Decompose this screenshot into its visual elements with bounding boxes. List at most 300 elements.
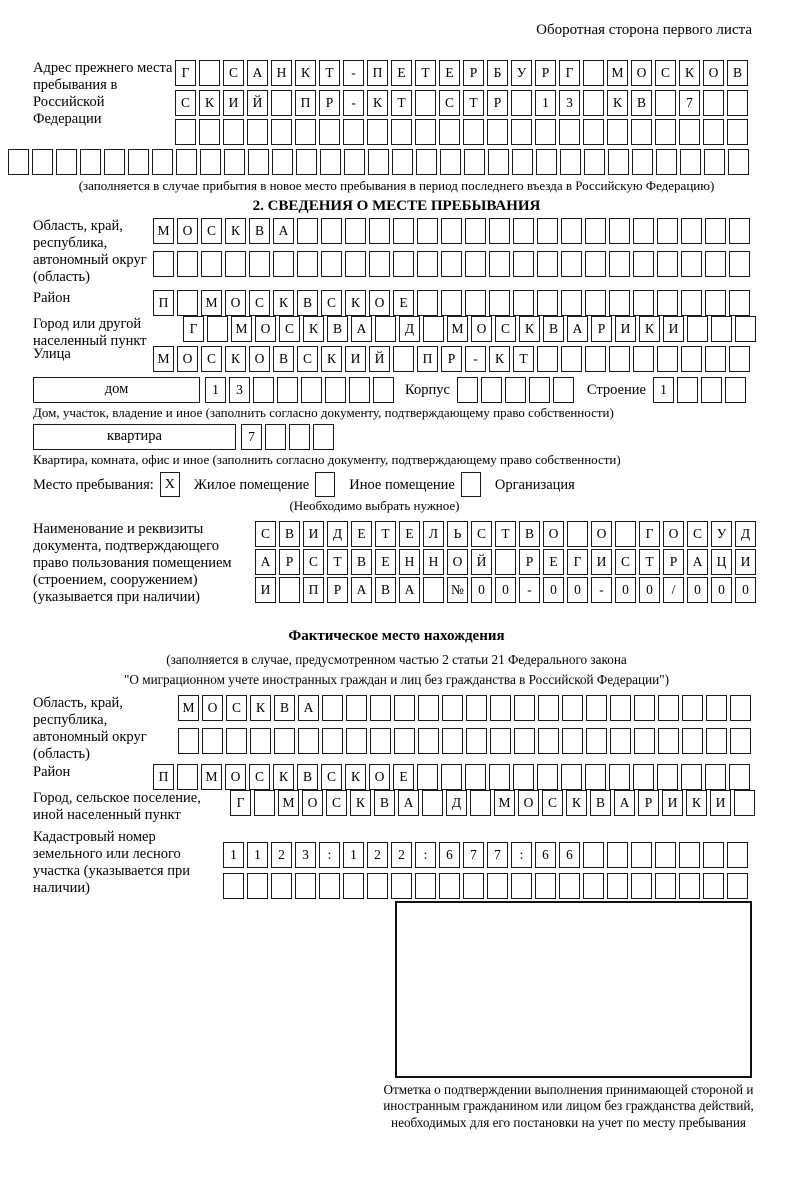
- char-cell[interactable]: О: [177, 218, 198, 244]
- char-cell[interactable]: А: [255, 549, 276, 575]
- char-cell[interactable]: С: [226, 695, 247, 721]
- char-cell[interactable]: [249, 251, 270, 277]
- char-cell[interactable]: [199, 119, 220, 145]
- char-cell[interactable]: [561, 218, 582, 244]
- char-cell[interactable]: [152, 149, 173, 175]
- char-cell[interactable]: [279, 577, 300, 603]
- char-cell[interactable]: [705, 764, 726, 790]
- char-cell[interactable]: И: [662, 790, 683, 816]
- char-cell[interactable]: 6: [559, 842, 580, 868]
- char-cell[interactable]: [655, 873, 676, 899]
- char-cell[interactable]: [417, 764, 438, 790]
- char-cell[interactable]: Г: [567, 549, 588, 575]
- char-cell[interactable]: [734, 790, 755, 816]
- char-cell[interactable]: 0: [687, 577, 708, 603]
- char-cell[interactable]: [585, 251, 606, 277]
- char-cell[interactable]: [418, 695, 439, 721]
- char-cell[interactable]: Р: [279, 549, 300, 575]
- char-cell[interactable]: М: [201, 764, 222, 790]
- char-cell[interactable]: [559, 119, 580, 145]
- char-cell[interactable]: [248, 149, 269, 175]
- char-cell[interactable]: [375, 316, 396, 342]
- char-cell[interactable]: [200, 149, 221, 175]
- char-cell[interactable]: И: [710, 790, 731, 816]
- char-cell[interactable]: А: [687, 549, 708, 575]
- char-cell[interactable]: Д: [399, 316, 420, 342]
- char-cell[interactable]: [585, 290, 606, 316]
- char-cell[interactable]: [464, 149, 485, 175]
- char-cell[interactable]: [537, 218, 558, 244]
- char-cell[interactable]: [681, 251, 702, 277]
- char-cell[interactable]: В: [543, 316, 564, 342]
- char-cell[interactable]: [442, 695, 463, 721]
- char-cell[interactable]: [609, 218, 630, 244]
- char-cell[interactable]: [465, 290, 486, 316]
- char-cell[interactable]: [32, 149, 53, 175]
- char-cell[interactable]: Е: [391, 60, 412, 86]
- char-cell[interactable]: [345, 251, 366, 277]
- char-cell[interactable]: [289, 424, 310, 450]
- char-cell[interactable]: К: [679, 60, 700, 86]
- char-cell[interactable]: [466, 695, 487, 721]
- char-cell[interactable]: [319, 873, 340, 899]
- char-cell[interactable]: О: [202, 695, 223, 721]
- char-cell[interactable]: [656, 149, 677, 175]
- char-cell[interactable]: [418, 728, 439, 754]
- char-cell[interactable]: [224, 149, 245, 175]
- char-cell[interactable]: [488, 149, 509, 175]
- char-cell[interactable]: [703, 842, 724, 868]
- char-cell[interactable]: [561, 346, 582, 372]
- char-cell[interactable]: [687, 316, 708, 342]
- char-cell[interactable]: М: [201, 290, 222, 316]
- char-cell[interactable]: [729, 346, 750, 372]
- char-cell[interactable]: С: [201, 218, 222, 244]
- char-cell[interactable]: Р: [519, 549, 540, 575]
- char-cell[interactable]: [586, 695, 607, 721]
- char-cell[interactable]: [704, 149, 725, 175]
- char-cell[interactable]: В: [374, 790, 395, 816]
- char-cell[interactable]: 3: [295, 842, 316, 868]
- char-cell[interactable]: [207, 316, 228, 342]
- char-cell[interactable]: [729, 764, 750, 790]
- char-cell[interactable]: [711, 316, 732, 342]
- char-cell[interactable]: [728, 149, 749, 175]
- char-cell[interactable]: [553, 377, 574, 403]
- char-cell[interactable]: К: [199, 90, 220, 116]
- char-cell[interactable]: К: [639, 316, 660, 342]
- char-cell[interactable]: В: [519, 521, 540, 547]
- char-cell[interactable]: [679, 119, 700, 145]
- char-cell[interactable]: [586, 728, 607, 754]
- char-cell[interactable]: [177, 764, 198, 790]
- char-cell[interactable]: [705, 251, 726, 277]
- char-cell[interactable]: 6: [535, 842, 556, 868]
- char-cell[interactable]: [633, 346, 654, 372]
- char-cell[interactable]: [585, 346, 606, 372]
- char-cell[interactable]: [677, 377, 698, 403]
- char-cell[interactable]: [634, 728, 655, 754]
- char-cell[interactable]: [416, 149, 437, 175]
- char-cell[interactable]: [681, 346, 702, 372]
- char-cell[interactable]: Р: [319, 90, 340, 116]
- char-cell[interactable]: М: [278, 790, 299, 816]
- char-cell[interactable]: О: [703, 60, 724, 86]
- char-cell[interactable]: 0: [567, 577, 588, 603]
- char-cell[interactable]: С: [223, 60, 244, 86]
- char-cell[interactable]: [681, 290, 702, 316]
- char-cell[interactable]: [345, 218, 366, 244]
- char-cell[interactable]: Т: [415, 60, 436, 86]
- char-cell[interactable]: [423, 316, 444, 342]
- char-cell[interactable]: [223, 119, 244, 145]
- char-cell[interactable]: [153, 251, 174, 277]
- char-cell[interactable]: С: [439, 90, 460, 116]
- char-cell[interactable]: [583, 873, 604, 899]
- char-cell[interactable]: [511, 119, 532, 145]
- char-cell[interactable]: :: [319, 842, 340, 868]
- char-cell[interactable]: -: [465, 346, 486, 372]
- char-cell[interactable]: [417, 251, 438, 277]
- char-cell[interactable]: [729, 218, 750, 244]
- char-cell[interactable]: К: [350, 790, 371, 816]
- char-cell[interactable]: [562, 728, 583, 754]
- char-cell[interactable]: 0: [543, 577, 564, 603]
- char-cell[interactable]: [343, 119, 364, 145]
- char-cell[interactable]: [80, 149, 101, 175]
- char-cell[interactable]: Т: [375, 521, 396, 547]
- char-cell[interactable]: И: [223, 90, 244, 116]
- char-cell[interactable]: В: [631, 90, 652, 116]
- char-cell[interactable]: [727, 90, 748, 116]
- char-cell[interactable]: [368, 149, 389, 175]
- char-cell[interactable]: [490, 728, 511, 754]
- char-cell[interactable]: [441, 251, 462, 277]
- char-cell[interactable]: [514, 695, 535, 721]
- char-cell[interactable]: А: [351, 577, 372, 603]
- char-cell[interactable]: 0: [735, 577, 756, 603]
- char-cell[interactable]: А: [614, 790, 635, 816]
- char-cell[interactable]: Р: [591, 316, 612, 342]
- char-cell[interactable]: [415, 90, 436, 116]
- char-cell[interactable]: [441, 764, 462, 790]
- char-cell[interactable]: К: [303, 316, 324, 342]
- char-cell[interactable]: С: [542, 790, 563, 816]
- char-cell[interactable]: [561, 251, 582, 277]
- char-cell[interactable]: [415, 873, 436, 899]
- char-cell[interactable]: 0: [495, 577, 516, 603]
- char-cell[interactable]: [346, 695, 367, 721]
- char-cell[interactable]: [295, 119, 316, 145]
- char-cell[interactable]: [370, 695, 391, 721]
- char-cell[interactable]: [655, 90, 676, 116]
- char-cell[interactable]: [567, 521, 588, 547]
- char-cell[interactable]: В: [273, 346, 294, 372]
- char-cell[interactable]: :: [415, 842, 436, 868]
- char-cell[interactable]: П: [295, 90, 316, 116]
- char-cell[interactable]: С: [201, 346, 222, 372]
- char-cell[interactable]: [346, 728, 367, 754]
- char-cell[interactable]: О: [302, 790, 323, 816]
- char-cell[interactable]: [584, 149, 605, 175]
- char-cell[interactable]: 0: [615, 577, 636, 603]
- char-cell[interactable]: 7: [463, 842, 484, 868]
- char-cell[interactable]: С: [297, 346, 318, 372]
- char-cell[interactable]: :: [511, 842, 532, 868]
- char-cell[interactable]: [8, 149, 29, 175]
- char-cell[interactable]: [322, 728, 343, 754]
- char-cell[interactable]: Н: [423, 549, 444, 575]
- char-cell[interactable]: [265, 424, 286, 450]
- char-cell[interactable]: С: [279, 316, 300, 342]
- char-cell[interactable]: [177, 290, 198, 316]
- char-cell[interactable]: [393, 251, 414, 277]
- char-cell[interactable]: [513, 251, 534, 277]
- char-cell[interactable]: [367, 873, 388, 899]
- char-cell[interactable]: М: [153, 218, 174, 244]
- char-cell[interactable]: М: [607, 60, 628, 86]
- char-cell[interactable]: С: [326, 790, 347, 816]
- char-cell[interactable]: [320, 149, 341, 175]
- char-cell[interactable]: 1: [247, 842, 268, 868]
- char-cell[interactable]: Г: [175, 60, 196, 86]
- char-cell[interactable]: 1: [343, 842, 364, 868]
- char-cell[interactable]: [538, 728, 559, 754]
- char-cell[interactable]: -: [343, 90, 364, 116]
- char-cell[interactable]: И: [663, 316, 684, 342]
- char-cell[interactable]: 3: [229, 377, 250, 403]
- char-cell[interactable]: В: [249, 218, 270, 244]
- char-cell[interactable]: Р: [441, 346, 462, 372]
- char-cell[interactable]: [104, 149, 125, 175]
- char-cell[interactable]: Й: [471, 549, 492, 575]
- char-cell[interactable]: Т: [327, 549, 348, 575]
- char-cell[interactable]: К: [321, 346, 342, 372]
- char-cell[interactable]: [657, 346, 678, 372]
- char-cell[interactable]: [537, 346, 558, 372]
- char-cell[interactable]: [513, 290, 534, 316]
- char-cell[interactable]: [417, 218, 438, 244]
- char-cell[interactable]: А: [351, 316, 372, 342]
- char-cell[interactable]: С: [175, 90, 196, 116]
- char-cell[interactable]: [423, 577, 444, 603]
- char-cell[interactable]: К: [225, 346, 246, 372]
- char-cell[interactable]: И: [615, 316, 636, 342]
- char-cell[interactable]: [727, 119, 748, 145]
- char-cell[interactable]: О: [631, 60, 652, 86]
- char-cell[interactable]: [463, 873, 484, 899]
- char-cell[interactable]: [465, 251, 486, 277]
- char-cell[interactable]: [561, 290, 582, 316]
- char-cell[interactable]: [177, 251, 198, 277]
- char-cell[interactable]: [631, 873, 652, 899]
- char-cell[interactable]: [457, 377, 478, 403]
- char-cell[interactable]: А: [567, 316, 588, 342]
- char-cell[interactable]: [254, 790, 275, 816]
- char-cell[interactable]: [657, 764, 678, 790]
- char-cell[interactable]: -: [519, 577, 540, 603]
- char-cell[interactable]: Т: [463, 90, 484, 116]
- char-cell[interactable]: В: [327, 316, 348, 342]
- char-cell[interactable]: [369, 251, 390, 277]
- char-cell[interactable]: [296, 149, 317, 175]
- char-cell[interactable]: [633, 290, 654, 316]
- char-cell[interactable]: В: [297, 290, 318, 316]
- char-cell[interactable]: Р: [463, 60, 484, 86]
- char-cell[interactable]: Т: [391, 90, 412, 116]
- char-cell[interactable]: К: [607, 90, 628, 116]
- char-cell[interactable]: [367, 119, 388, 145]
- char-cell[interactable]: [247, 119, 268, 145]
- char-cell[interactable]: [481, 377, 502, 403]
- char-cell[interactable]: О: [518, 790, 539, 816]
- char-cell[interactable]: [463, 119, 484, 145]
- char-cell[interactable]: [487, 119, 508, 145]
- char-cell[interactable]: [679, 842, 700, 868]
- char-cell[interactable]: И: [345, 346, 366, 372]
- char-cell[interactable]: [658, 695, 679, 721]
- char-cell[interactable]: В: [727, 60, 748, 86]
- char-cell[interactable]: Е: [399, 521, 420, 547]
- char-cell[interactable]: [729, 290, 750, 316]
- char-cell[interactable]: [202, 728, 223, 754]
- char-cell[interactable]: С: [321, 764, 342, 790]
- char-cell[interactable]: [535, 873, 556, 899]
- char-cell[interactable]: Е: [543, 549, 564, 575]
- char-cell[interactable]: Й: [369, 346, 390, 372]
- char-cell[interactable]: О: [369, 764, 390, 790]
- char-cell[interactable]: И: [303, 521, 324, 547]
- char-cell[interactable]: [655, 119, 676, 145]
- char-cell[interactable]: С: [615, 549, 636, 575]
- char-cell[interactable]: [271, 90, 292, 116]
- char-cell[interactable]: [537, 290, 558, 316]
- char-cell[interactable]: [610, 695, 631, 721]
- char-cell[interactable]: [609, 251, 630, 277]
- char-cell[interactable]: [393, 218, 414, 244]
- char-cell[interactable]: 7: [679, 90, 700, 116]
- char-cell[interactable]: С: [303, 549, 324, 575]
- char-cell[interactable]: [271, 119, 292, 145]
- char-cell[interactable]: О: [447, 549, 468, 575]
- char-cell[interactable]: [583, 90, 604, 116]
- char-cell[interactable]: [422, 790, 443, 816]
- char-cell[interactable]: Й: [247, 90, 268, 116]
- char-cell[interactable]: В: [297, 764, 318, 790]
- char-cell[interactable]: [369, 218, 390, 244]
- char-cell[interactable]: [560, 149, 581, 175]
- char-cell[interactable]: О: [177, 346, 198, 372]
- char-cell[interactable]: [701, 377, 722, 403]
- char-cell[interactable]: 0: [471, 577, 492, 603]
- char-cell[interactable]: [225, 251, 246, 277]
- char-cell[interactable]: [730, 695, 751, 721]
- char-cell[interactable]: С: [249, 290, 270, 316]
- char-cell[interactable]: Б: [487, 60, 508, 86]
- char-cell[interactable]: [439, 119, 460, 145]
- char-cell[interactable]: [274, 728, 295, 754]
- char-cell[interactable]: [727, 873, 748, 899]
- char-cell[interactable]: И: [591, 549, 612, 575]
- char-cell[interactable]: [393, 346, 414, 372]
- char-cell[interactable]: [513, 764, 534, 790]
- char-cell[interactable]: К: [273, 290, 294, 316]
- char-cell[interactable]: [609, 290, 630, 316]
- char-cell[interactable]: А: [398, 790, 419, 816]
- char-cell[interactable]: [682, 695, 703, 721]
- char-cell[interactable]: 7: [241, 424, 262, 450]
- char-cell[interactable]: К: [367, 90, 388, 116]
- char-cell[interactable]: К: [519, 316, 540, 342]
- char-cell[interactable]: Т: [639, 549, 660, 575]
- char-cell[interactable]: [226, 728, 247, 754]
- char-cell[interactable]: [706, 695, 727, 721]
- char-cell[interactable]: Е: [351, 521, 372, 547]
- char-cell[interactable]: 1: [223, 842, 244, 868]
- char-cell[interactable]: [201, 251, 222, 277]
- char-cell[interactable]: О: [471, 316, 492, 342]
- char-cell[interactable]: [725, 377, 746, 403]
- char-cell[interactable]: Е: [393, 764, 414, 790]
- char-cell[interactable]: [607, 119, 628, 145]
- char-cell[interactable]: К: [273, 764, 294, 790]
- char-cell[interactable]: [631, 119, 652, 145]
- char-cell[interactable]: К: [250, 695, 271, 721]
- char-cell[interactable]: [658, 728, 679, 754]
- char-cell[interactable]: [631, 842, 652, 868]
- char-cell[interactable]: Е: [439, 60, 460, 86]
- char-cell[interactable]: У: [711, 521, 732, 547]
- char-cell[interactable]: О: [663, 521, 684, 547]
- char-cell[interactable]: Р: [663, 549, 684, 575]
- char-cell[interactable]: [343, 873, 364, 899]
- char-cell[interactable]: [705, 290, 726, 316]
- char-cell[interactable]: [633, 218, 654, 244]
- char-cell[interactable]: [489, 290, 510, 316]
- char-cell[interactable]: [223, 873, 244, 899]
- char-cell[interactable]: [536, 149, 557, 175]
- char-cell[interactable]: Е: [393, 290, 414, 316]
- char-cell[interactable]: 0: [711, 577, 732, 603]
- char-cell[interactable]: [370, 728, 391, 754]
- char-cell[interactable]: С: [687, 521, 708, 547]
- char-cell[interactable]: -: [343, 60, 364, 86]
- char-cell[interactable]: [199, 60, 220, 86]
- char-cell[interactable]: [706, 728, 727, 754]
- char-cell[interactable]: Г: [559, 60, 580, 86]
- char-cell[interactable]: [682, 728, 703, 754]
- char-cell[interactable]: В: [375, 577, 396, 603]
- char-cell[interactable]: И: [255, 577, 276, 603]
- char-cell[interactable]: [607, 842, 628, 868]
- char-cell[interactable]: /: [663, 577, 684, 603]
- char-cell[interactable]: [441, 290, 462, 316]
- char-cell[interactable]: В: [351, 549, 372, 575]
- char-cell[interactable]: [727, 842, 748, 868]
- char-cell[interactable]: К: [686, 790, 707, 816]
- char-cell[interactable]: 2: [391, 842, 412, 868]
- char-cell[interactable]: [583, 842, 604, 868]
- char-cell[interactable]: Г: [183, 316, 204, 342]
- char-cell[interactable]: [415, 119, 436, 145]
- stay-type-residential-checkbox[interactable]: X: [160, 472, 180, 497]
- char-cell[interactable]: Г: [230, 790, 251, 816]
- char-cell[interactable]: П: [417, 346, 438, 372]
- char-cell[interactable]: [253, 377, 274, 403]
- char-cell[interactable]: Е: [375, 549, 396, 575]
- char-cell[interactable]: [247, 873, 268, 899]
- char-cell[interactable]: О: [255, 316, 276, 342]
